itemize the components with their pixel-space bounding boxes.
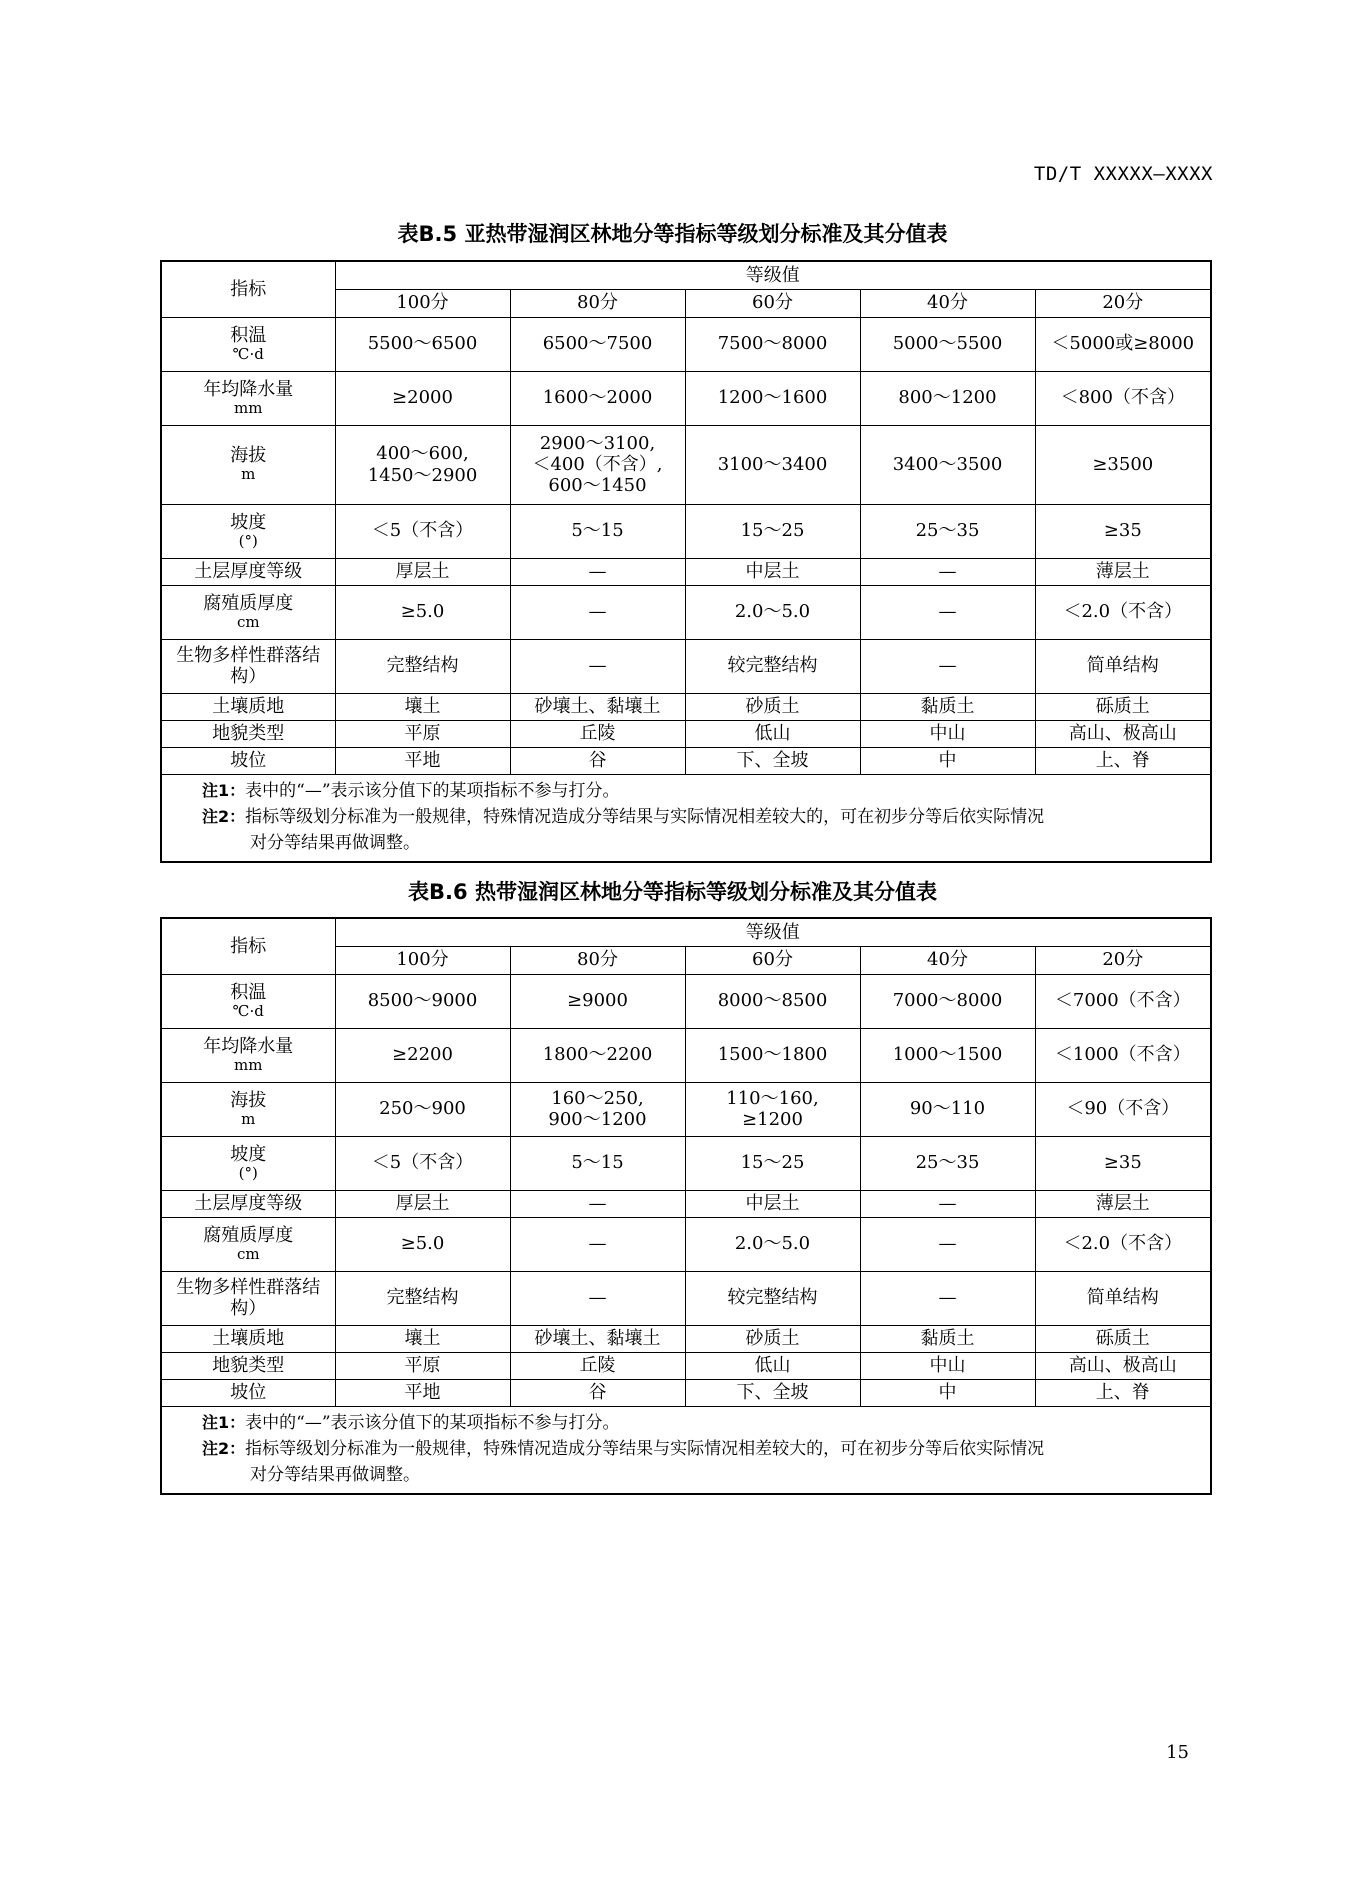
score-cell: 250～900 (335, 1082, 510, 1136)
grade-score-header: 60分 (685, 946, 860, 974)
score-cell: ＜5（不含） (335, 1136, 510, 1190)
indicator-cell (161, 1190, 335, 1217)
indicator-cell (161, 1271, 335, 1325)
score-cell: 薄层土 (1035, 558, 1211, 585)
note-label: 注1： (202, 780, 246, 800)
grade-score-header: 100分 (335, 289, 510, 317)
indicator-name: 坡位 (230, 749, 267, 771)
score-cell: 15～25 (685, 504, 860, 558)
grade-score-header: 100分 (335, 946, 510, 974)
score-cell: — (860, 639, 1035, 693)
score-cell: ≥5.0 (335, 1217, 510, 1271)
score-cell: ≥35 (1035, 1136, 1211, 1190)
score-cell: — (510, 1217, 685, 1271)
note-label: 注2： (202, 806, 246, 826)
score-cell: 25～35 (860, 504, 1035, 558)
indicator-name: 土壤质地 (212, 695, 285, 717)
indicator-cell (161, 693, 335, 720)
indicator-cell (161, 639, 335, 693)
score-cell: 壤土 (335, 1325, 510, 1352)
score-cell: ＜7000（不含） (1035, 974, 1211, 1028)
score-cell: 7500～8000 (685, 317, 860, 371)
score-cell: 丘陵 (510, 1352, 685, 1379)
score-cell: 平地 (335, 1379, 510, 1406)
note-text: 指标等级划分标准为一般规律，特殊情况造成分等结果与实际情况相差较大的，可在初步分等后依实际情况 (245, 806, 1045, 827)
indicator-name: 坡度 (230, 511, 267, 533)
score-cell: 较完整结构 (685, 1271, 860, 1325)
score-cell: 低山 (685, 720, 860, 747)
table-b6 (160, 917, 1210, 1495)
score-cell: ≥3500 (1035, 425, 1211, 504)
score-cell: ＜5000或≥8000 (1035, 317, 1211, 371)
score-cell: 中山 (860, 720, 1035, 747)
table-b5 (160, 260, 1210, 863)
score-cell: 平原 (335, 720, 510, 747)
indicator-cell (161, 1082, 335, 1136)
indicator-name: 地貌类型 (212, 1354, 285, 1376)
note-text: 表中的“—”表示该分值下的某项指标不参与打分。 (245, 780, 620, 801)
score-cell: 1200～1600 (685, 371, 860, 425)
indicator-name: 年均降水量 (203, 1035, 294, 1057)
score-cell: 较完整结构 (685, 639, 860, 693)
score-cell: — (510, 558, 685, 585)
score-cell: 谷 (510, 1379, 685, 1406)
indicator-name: 坡度 (230, 1143, 267, 1165)
indicator-name: 海拔 (230, 1089, 267, 1111)
indicator-unit: ℃·d (232, 344, 264, 363)
score-cell: ＜2.0（不含） (1035, 1217, 1211, 1271)
table-row (161, 425, 1211, 504)
indicator-name: 地貌类型 (212, 722, 285, 744)
table-row (161, 317, 1211, 371)
score-cell: — (860, 1190, 1035, 1217)
score-cell: 1500～1800 (685, 1028, 860, 1082)
score-cell: 低山 (685, 1352, 860, 1379)
score-cell: 谷 (510, 747, 685, 774)
table-row (161, 1028, 1211, 1082)
table-row (161, 371, 1211, 425)
score-cell: 中 (860, 1379, 1035, 1406)
grade-score-header: 40分 (860, 946, 1035, 974)
score-cell: ≥2200 (335, 1028, 510, 1082)
score-cell: 黏质土 (860, 1325, 1035, 1352)
score-cell: 3400～3500 (860, 425, 1035, 504)
score-cell: 薄层土 (1035, 1190, 1211, 1217)
score-cell: 简单结构 (1035, 1271, 1211, 1325)
indicator-name: 积温 (230, 981, 267, 1003)
table-row (161, 1352, 1211, 1379)
indicator-cell (161, 317, 335, 371)
table-row (161, 558, 1211, 585)
score-cell: 厚层土 (335, 1190, 510, 1217)
score-cell: 2.0～5.0 (685, 1217, 860, 1271)
score-cell: — (860, 585, 1035, 639)
grade-score-header: 20分 (1035, 289, 1211, 317)
table-row (161, 639, 1211, 693)
table-row (161, 585, 1211, 639)
score-cell: ＜800（不含） (1035, 371, 1211, 425)
indicator-cell (161, 1028, 335, 1082)
table-row (161, 1190, 1211, 1217)
score-cell: 中层土 (685, 1190, 860, 1217)
indicator-unit: (°) (238, 1163, 258, 1182)
score-cell: ≥35 (1035, 504, 1211, 558)
note-text: 表中的“—”表示该分值下的某项指标不参与打分。 (245, 1412, 620, 1433)
score-cell: 中山 (860, 1352, 1035, 1379)
score-cell: 2.0～5.0 (685, 585, 860, 639)
grade-score-header: 80分 (510, 289, 685, 317)
indicator-cell (161, 1325, 335, 1352)
indicator-name: 海拔 (230, 445, 267, 467)
grade-score-header: 80分 (510, 946, 685, 974)
score-cell: 砾质土 (1035, 1325, 1211, 1352)
score-cell: 5～15 (510, 1136, 685, 1190)
indicator-unit: m (241, 465, 256, 484)
score-cell: 砂质土 (685, 693, 860, 720)
score-cell: 1800～2200 (510, 1028, 685, 1082)
score-cell: 1600～2000 (510, 371, 685, 425)
table-row (161, 974, 1211, 1028)
score-cell: 8000～8500 (685, 974, 860, 1028)
score-cell: 平原 (335, 1352, 510, 1379)
indicator-cell (161, 504, 335, 558)
table-row (161, 747, 1211, 774)
table-row (161, 693, 1211, 720)
score-cell: 砂壤土、黏壤土 (510, 1325, 685, 1352)
score-cell: 丘陵 (510, 720, 685, 747)
table-row (161, 1325, 1211, 1352)
score-cell: 1000～1500 (860, 1028, 1035, 1082)
table-notes (161, 1406, 1211, 1494)
score-cell: 5～15 (510, 504, 685, 558)
indicator-unit: mm (234, 398, 263, 417)
score-cell: 砂壤土、黏壤土 (510, 693, 685, 720)
score-cell: 3100～3400 (685, 425, 860, 504)
page-number: 15 (1166, 1742, 1189, 1763)
score-cell: — (510, 1190, 685, 1217)
score-cell: 中 (860, 747, 1035, 774)
table-title: 表B.5 亚热带湿润区林地分等指标等级划分标准及其分值表 (397, 222, 948, 246)
score-cell: 800～1200 (860, 371, 1035, 425)
indicator-unit: (°) (238, 531, 258, 550)
table-title: 表B.6 热带湿润区林地分等指标等级划分标准及其分值表 (408, 880, 937, 904)
score-cell: 下、全坡 (685, 1379, 860, 1406)
grade-score-header: 40分 (860, 289, 1035, 317)
indicator-cell (161, 585, 335, 639)
score-cell: ＜1000（不含） (1035, 1028, 1211, 1082)
score-cell: ＜5（不含） (335, 504, 510, 558)
score-cell: — (860, 1271, 1035, 1325)
table-row (161, 504, 1211, 558)
indicator-cell (161, 1379, 335, 1406)
table-row (161, 1379, 1211, 1406)
score-cell: 平地 (335, 747, 510, 774)
note-text-continued: 对分等结果再做调整。 (250, 833, 420, 854)
indicator-cell (161, 425, 335, 504)
score-cell: 6500～7500 (510, 317, 685, 371)
score-cell: — (860, 1217, 1035, 1271)
indicator-name: 年均降水量 (203, 378, 294, 400)
score-cell: ＜90（不含） (1035, 1082, 1211, 1136)
indicator-cell (161, 1136, 335, 1190)
score-cell: 壤土 (335, 693, 510, 720)
score-cell: 简单结构 (1035, 639, 1211, 693)
score-cell: 400～600, 1450～2900 (335, 425, 510, 504)
indicator-name: 积温 (230, 324, 267, 346)
score-cell: 7000～8000 (860, 974, 1035, 1028)
indicator-table (160, 260, 1212, 863)
indicator-cell (161, 747, 335, 774)
score-cell: 砾质土 (1035, 693, 1211, 720)
indicator-name: 生物多样性群落结构） (176, 644, 321, 687)
indicator-name: 坡位 (230, 1381, 267, 1403)
score-cell: — (860, 558, 1035, 585)
score-cell: 25～35 (860, 1136, 1035, 1190)
indicator-table (160, 917, 1212, 1495)
indicator-cell (161, 1217, 335, 1271)
note-label: 注2： (202, 1438, 246, 1458)
score-cell: 完整结构 (335, 639, 510, 693)
indicator-cell (161, 371, 335, 425)
score-cell: 高山、极高山 (1035, 720, 1211, 747)
score-cell: 砂质土 (685, 1325, 860, 1352)
header-grade-value: 等级值 (335, 261, 1211, 289)
score-cell: 黏质土 (860, 693, 1035, 720)
table-row (161, 1136, 1211, 1190)
indicator-unit: m (241, 1109, 256, 1128)
score-cell: 2900～3100, ＜400（不含）, 600～1450 (510, 425, 685, 504)
indicator-name: 土壤质地 (212, 1327, 285, 1349)
note-text-continued: 对分等结果再做调整。 (250, 1465, 420, 1486)
header-indicator: 指标 (161, 918, 335, 974)
score-cell: 完整结构 (335, 1271, 510, 1325)
header-grade-value: 等级值 (335, 918, 1211, 946)
score-cell: 上、脊 (1035, 747, 1211, 774)
grade-score-header: 60分 (685, 289, 860, 317)
indicator-name: 腐殖质厚度 (203, 592, 294, 614)
score-cell: 中层土 (685, 558, 860, 585)
score-cell: — (510, 585, 685, 639)
score-cell: 下、全坡 (685, 747, 860, 774)
indicator-name: 土层厚度等级 (194, 560, 303, 582)
note-text: 指标等级划分标准为一般规律，特殊情况造成分等结果与实际情况相差较大的，可在初步分等后依实际情况 (245, 1438, 1045, 1459)
indicator-cell (161, 558, 335, 585)
score-cell: ＜2.0（不含） (1035, 585, 1211, 639)
indicator-unit: cm (236, 612, 260, 631)
document-code: TD/T XXXXX—XXXX (1033, 163, 1213, 185)
score-cell: 5500～6500 (335, 317, 510, 371)
table-row (161, 1271, 1211, 1325)
header-indicator: 指标 (161, 261, 335, 317)
indicator-unit: mm (234, 1055, 263, 1074)
indicator-cell (161, 720, 335, 747)
score-cell: 110～160, ≥1200 (685, 1082, 860, 1136)
score-cell: 高山、极高山 (1035, 1352, 1211, 1379)
score-cell: 15～25 (685, 1136, 860, 1190)
score-cell: — (510, 639, 685, 693)
indicator-name: 生物多样性群落结构） (176, 1276, 321, 1319)
indicator-unit: cm (236, 1244, 260, 1263)
indicator-cell (161, 1352, 335, 1379)
indicator-cell (161, 974, 335, 1028)
table-row (161, 1217, 1211, 1271)
score-cell: 90～110 (860, 1082, 1035, 1136)
table-row (161, 1082, 1211, 1136)
score-cell: ≥2000 (335, 371, 510, 425)
indicator-name: 腐殖质厚度 (203, 1224, 294, 1246)
score-cell: 160～250, 900～1200 (510, 1082, 685, 1136)
score-cell: ≥9000 (510, 974, 685, 1028)
score-cell: 厚层土 (335, 558, 510, 585)
score-cell: ≥5.0 (335, 585, 510, 639)
indicator-name: 土层厚度等级 (194, 1192, 303, 1214)
score-cell: 上、脊 (1035, 1379, 1211, 1406)
score-cell: 5000～5500 (860, 317, 1035, 371)
table-row (161, 720, 1211, 747)
indicator-unit: ℃·d (232, 1001, 264, 1020)
grade-score-header: 20分 (1035, 946, 1211, 974)
score-cell: — (510, 1271, 685, 1325)
table-notes (161, 774, 1211, 862)
note-label: 注1： (202, 1412, 246, 1432)
score-cell: 8500～9000 (335, 974, 510, 1028)
